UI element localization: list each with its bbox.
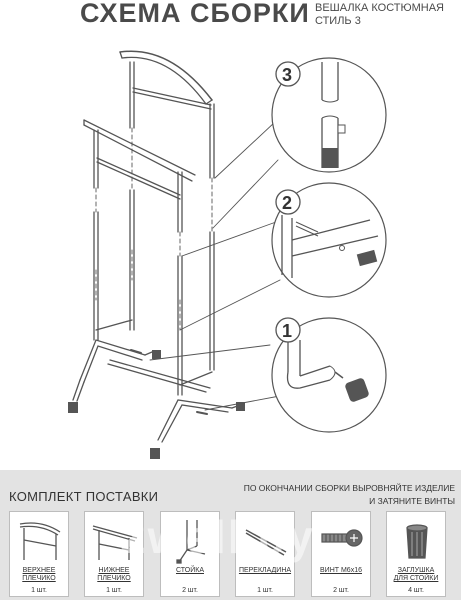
kit-item-screw [311,511,371,597]
callout-3-detail [272,58,386,172]
alignment-lines [96,128,212,330]
kit-item-label: ПЕРЕКЛАДИНА [238,567,292,574]
kit-item-label: НИЖНЕЕ ПЛЕЧИКО [97,567,131,582]
assembly-note-line-2: И ЗАТЯНИТЕ ВИНТЫ [369,496,455,506]
kit-item-qty: 1 шт. [257,587,273,594]
kit-item-qty: 2 шт. [333,587,349,594]
lower-hanger-drawing [84,120,195,232]
kit-item-label: ЗАГЛУШКА ДЛЯ СТОЙКИ [393,567,439,582]
crossbar-drawing [108,360,210,392]
callout-number-1: 1 [282,321,293,341]
foot-cap-2 [150,448,160,459]
stand-left-drawing [73,190,152,401]
kit-item-upper-hanger [9,511,69,597]
subtitle-line-1: ВЕШАЛКА КОСТЮМНАЯ [315,2,444,14]
screw-right [197,412,207,414]
kit-item-qty: 2 шт. [182,587,198,594]
kit-item-qty: 1 шт. [106,587,122,594]
upper-hanger-drawing [120,51,214,178]
subtitle-line-2: СТИЛЬ 3 [315,15,361,27]
stand-cap-icon [391,516,443,564]
kit-item-label: ВЕРХНЕЕ ПЛЕЧИКО [22,567,56,582]
foot-cap-1 [68,402,78,413]
callout-number-2: 2 [282,193,293,213]
screw-icon [316,516,368,564]
kit-title: КОМПЛЕКТ ПОСТАВКИ [9,489,159,504]
upper-hanger-icon [14,516,66,564]
kit-item-label: ВИНТ М6х16 [320,567,362,574]
assembly-note-line-1: ПО ОКОНЧАНИИ СБОРКИ ВЫРОВНЯЙТЕ ИЗДЕЛИЕ [243,483,455,493]
page-title: СХЕМА СБОРКИ [80,0,310,28]
kit-item-label: СТОЙКА [175,567,204,574]
callout-number-3: 3 [282,65,293,85]
callout-2-detail [272,183,386,297]
kit-item-qty: 1 шт. [31,587,47,594]
watermark: 2well.by [120,511,315,563]
kit-item-cap [386,511,446,597]
foot-cap-3 [152,350,161,359]
kit-item-qty: 4 шт. [408,587,424,594]
assembly-note [205,482,455,508]
stand-right-drawing [158,232,240,442]
callout-1-detail [272,318,386,432]
leader-lines [150,122,285,410]
